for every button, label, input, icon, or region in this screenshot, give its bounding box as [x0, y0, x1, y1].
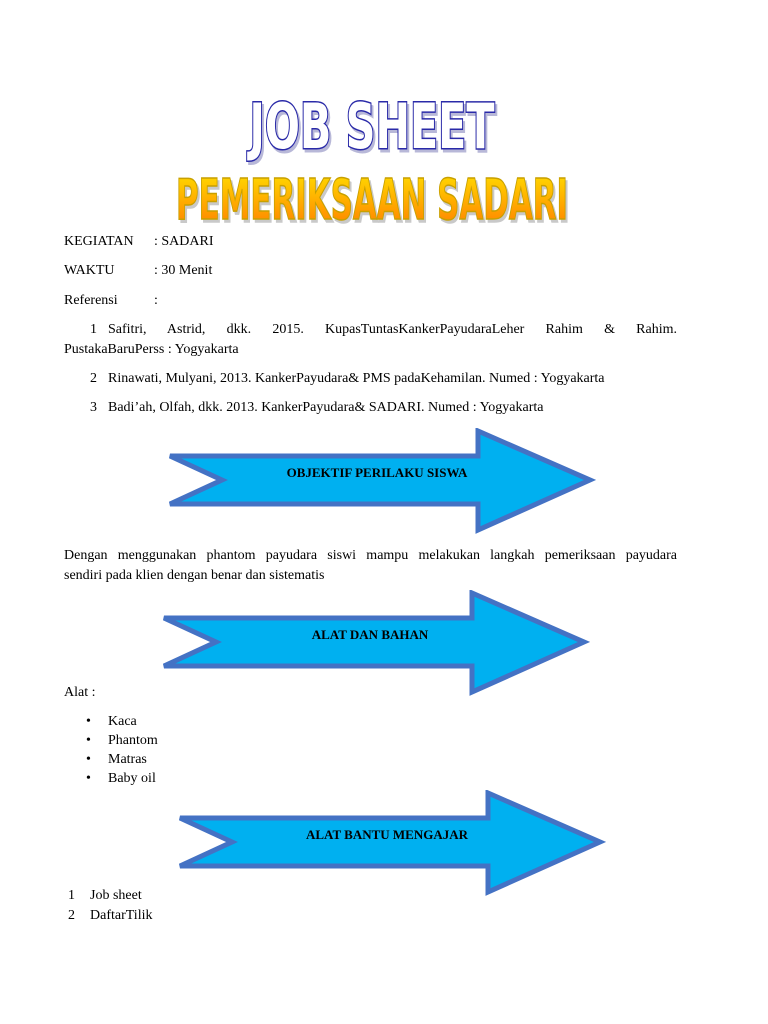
kegiatan-label: KEGIATAN — [64, 234, 134, 249]
bullet-icon: • — [86, 752, 91, 767]
bullet-icon: • — [86, 733, 91, 748]
reference-number: 3 — [90, 400, 97, 415]
arrow-objektif — [166, 428, 596, 536]
objektif-text-continued: sendiri pada klien dengan benar dan sistematis — [64, 568, 325, 583]
reference-text-continued: PustakaBaruPerss : Yogyakarta — [64, 342, 239, 357]
reference-number: 2 — [90, 371, 97, 386]
kegiatan-value: : SADARI — [154, 234, 214, 249]
list-item: • Kaca — [86, 714, 137, 729]
section-heading-alat-bahan: ALAT DAN BAHAN — [311, 627, 429, 642]
title-line1: JOB SHEET — [246, 90, 495, 163]
list-item: DaftarTilik — [90, 908, 153, 923]
arrow-alat-bahan — [160, 590, 590, 698]
reference-number: 1 — [90, 322, 97, 337]
referensi-value: : — [154, 293, 158, 308]
section-heading-objektif: OBJEKTIF PERILAKU SISWA — [286, 465, 468, 480]
title-wordart — [0, 0, 768, 240]
arrow-alat-bantu — [176, 790, 606, 898]
objektif-text: Dengan menggunakan phantom payudara siswi mampu melakukan langkah pemeriksaan payudara — [64, 548, 677, 563]
reference-text: Safitri, Astrid, dkk. 2015. KupasTuntasKankerPayudaraLeher Rahim & Rahim. — [108, 322, 677, 337]
reference-text: Badi’ah, Olfah, dkk. 2013. KankerPayudara& SADARI. Numed : Yogyakarta — [108, 400, 544, 415]
waktu-label: WAKTU — [64, 263, 115, 278]
alat-list — [86, 712, 158, 788]
bullet-icon: • — [86, 771, 91, 786]
list-item: Job sheet — [90, 888, 142, 903]
alat-label: Alat : — [64, 685, 96, 700]
section-heading-alat-bantu: ALAT BANTU MENGAJAR — [305, 827, 469, 842]
referensi-label: Referensi — [64, 293, 118, 308]
list-item: • Baby oil — [86, 771, 156, 786]
reference-text: Rinawati, Mulyani, 2013. KankerPayudara& PMS padaKehamilan. Numed : Yogyakarta — [108, 371, 605, 386]
list-item: • Phantom — [86, 733, 158, 748]
list-item-number: 2 — [68, 908, 75, 923]
waktu-value: : 30 Menit — [154, 263, 213, 278]
title-line2: PEMERIKSAAN SADARI — [176, 168, 568, 233]
list-item-number: 1 — [68, 888, 75, 903]
bullet-icon: • — [86, 714, 91, 729]
list-item: • Matras — [86, 752, 147, 767]
